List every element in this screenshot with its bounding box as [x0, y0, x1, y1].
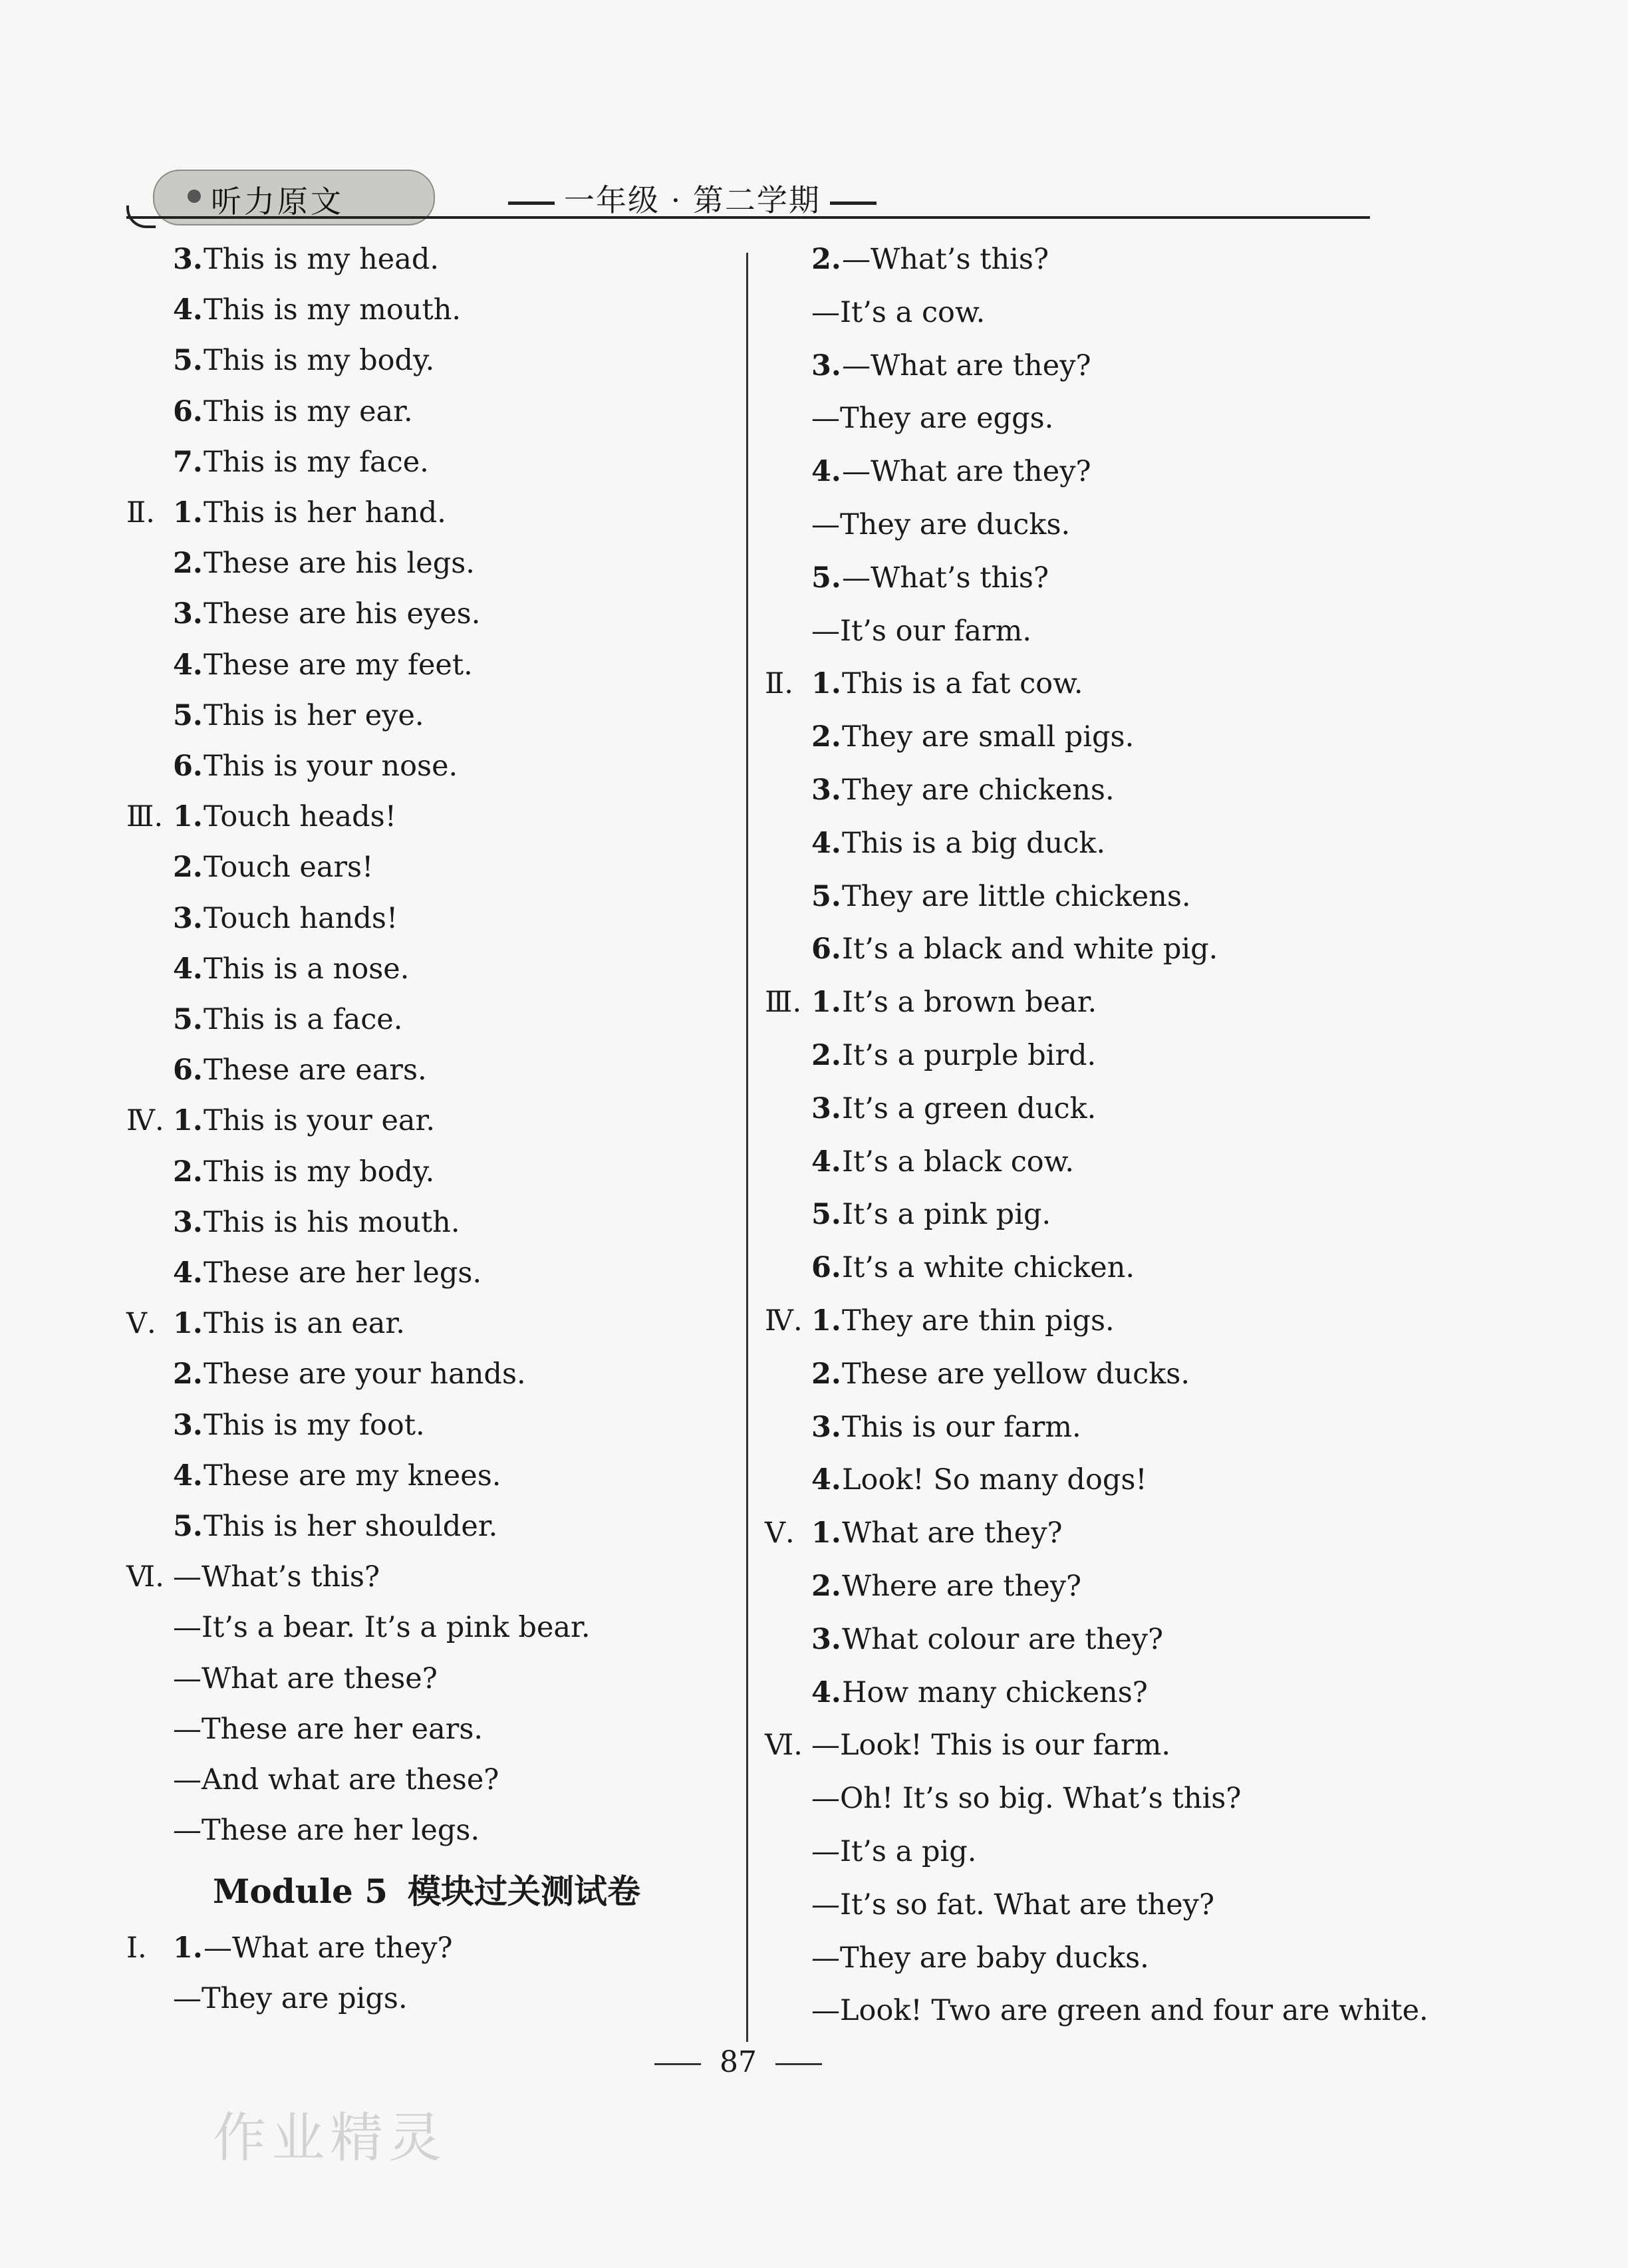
badge-label: 听力原文: [211, 184, 344, 219]
section-label: Ⅲ.: [126, 800, 164, 834]
item-number: 5.: [811, 561, 841, 595]
page-header: [126, 170, 1370, 229]
item-text: —What’s this?: [842, 561, 1049, 595]
section-label: Ⅱ.: [126, 496, 155, 529]
item-text: —What’s this?: [173, 1560, 380, 1594]
item-text: —These are her ears.: [173, 1712, 483, 1746]
item-text: —It’s a bear. It’s a pink bear.: [173, 1611, 591, 1645]
page-dash-left: [654, 2063, 701, 2065]
item-number: 6.: [811, 1251, 841, 1285]
item-number: 3.: [173, 243, 203, 276]
item-number: 4.: [811, 1463, 841, 1497]
item-number: 3.: [173, 597, 203, 631]
item-text: These are yellow ducks.: [842, 1357, 1190, 1391]
item-text: —Look! This is our farm.: [811, 1729, 1171, 1763]
item-text: It’s a black and white pig.: [842, 932, 1218, 966]
item-text: These are my knees.: [204, 1459, 501, 1492]
item-text: This is a face.: [204, 1003, 403, 1036]
item-number: 2.: [811, 1039, 841, 1072]
item-number: 2.: [811, 243, 841, 276]
item-text: This is my ear.: [204, 394, 413, 428]
section-label: Ⅱ.: [765, 667, 793, 701]
item-number: 3.: [811, 1622, 841, 1656]
item-number: 1.: [811, 986, 841, 1020]
item-number: 4.: [811, 1675, 841, 1709]
item-text: Look! So many dogs!: [842, 1463, 1147, 1497]
item-text: These are ears.: [204, 1054, 427, 1087]
item-number: 3.: [811, 1091, 841, 1125]
item-text: Touch hands!: [204, 901, 398, 935]
item-text: It’s a purple bird.: [842, 1039, 1097, 1072]
item-text: This is my face.: [204, 445, 429, 479]
item-number: 3.: [811, 774, 841, 807]
item-text: What are they?: [842, 1516, 1063, 1550]
item-number: 4.: [173, 648, 203, 682]
item-text: Touch heads!: [204, 800, 397, 834]
item-number: 6.: [173, 1054, 203, 1087]
item-number: 5.: [811, 1198, 841, 1232]
item-text: Touch ears!: [204, 851, 374, 885]
item-text: —They are pigs.: [173, 1981, 408, 2015]
item-number: 6.: [173, 394, 203, 428]
section-label: Ⅳ.: [765, 1304, 803, 1338]
item-number: 2.: [173, 1357, 203, 1391]
section-label: Ⅴ.: [126, 1307, 156, 1341]
item-text: They are small pigs.: [842, 720, 1135, 754]
item-number: 1.: [173, 1307, 203, 1341]
item-number: 4.: [811, 826, 841, 860]
item-text: This is my mouth.: [204, 293, 462, 327]
item-text: —And what are these?: [173, 1763, 499, 1796]
item-text: This is our farm.: [842, 1410, 1081, 1444]
item-text: —They are eggs.: [811, 402, 1054, 436]
item-text: These are his legs.: [204, 547, 475, 581]
page-dash-right: [775, 2063, 822, 2065]
grade-term-label: 一年级 · 第二学期: [564, 182, 821, 218]
badge-dot-icon: [188, 190, 201, 203]
item-text: —Look! Two are green and four are white.: [811, 1994, 1428, 2028]
item-number: 3.: [811, 1410, 841, 1444]
item-number: 1.: [811, 667, 841, 701]
page-number: [632, 2045, 845, 2079]
item-text: —Oh! It’s so big. What’s this?: [811, 1782, 1242, 1816]
item-text: It’s a white chicken.: [842, 1251, 1135, 1285]
item-number: 1.: [173, 496, 203, 529]
item-text: How many chickens?: [842, 1675, 1148, 1709]
header-subtitle: [499, 176, 886, 220]
header-dash-right: [830, 202, 877, 205]
item-text: —What are these?: [173, 1661, 438, 1695]
section-label: Ⅵ.: [126, 1560, 164, 1594]
item-number: 1.: [811, 1516, 841, 1550]
section-label: Ⅰ.: [126, 1931, 147, 1965]
item-text: This is her hand.: [204, 496, 446, 529]
item-text: —It’s so fat. What are they?: [811, 1888, 1215, 1921]
item-text: This is my head.: [204, 243, 440, 276]
item-text: These are her legs.: [204, 1256, 482, 1290]
section-label: Ⅲ.: [765, 986, 802, 1020]
page-number-value: 87: [720, 2045, 757, 2079]
item-number: 6.: [173, 750, 203, 783]
module-label: Module 5: [213, 1872, 388, 1912]
item-number: 2.: [811, 1570, 841, 1603]
item-text: This is your nose.: [204, 750, 458, 783]
item-text: This is my foot.: [204, 1408, 425, 1442]
item-text: —They are ducks.: [811, 508, 1071, 541]
item-text: This is her shoulder.: [204, 1510, 498, 1543]
item-number: 5.: [173, 1003, 203, 1036]
item-text: This is my body.: [204, 1155, 435, 1189]
item-text: —It’s our farm.: [811, 614, 1032, 648]
item-text: It’s a brown bear.: [842, 986, 1097, 1020]
item-text: —What are they?: [204, 1931, 453, 1965]
item-text: —What are they?: [842, 349, 1091, 382]
item-text: These are my feet.: [204, 648, 473, 682]
item-number: 1.: [173, 1104, 203, 1138]
item-number: 2.: [173, 1155, 203, 1189]
item-number: 3.: [173, 901, 203, 935]
item-number: 4.: [173, 952, 203, 986]
item-text: This is a fat cow.: [842, 667, 1083, 701]
item-number: 4.: [811, 455, 841, 489]
item-number: 2.: [811, 720, 841, 754]
item-number: 4.: [173, 1459, 203, 1492]
item-number: 4.: [811, 1145, 841, 1179]
item-number: 4.: [173, 1256, 203, 1290]
item-number: 1.: [173, 800, 203, 834]
item-number: 1.: [811, 1304, 841, 1338]
item-number: 2.: [811, 1357, 841, 1391]
section-label: Ⅴ.: [765, 1516, 795, 1550]
item-text: —They are baby ducks.: [811, 1941, 1149, 1975]
module-subtitle: 模块过关测试卷: [408, 1872, 641, 1912]
item-number: 5.: [173, 698, 203, 732]
item-text: —What’s this?: [842, 243, 1049, 276]
item-text: It’s a black cow.: [842, 1145, 1075, 1179]
item-number: 3.: [173, 1205, 203, 1239]
item-text: These are your hands.: [204, 1357, 526, 1391]
section-label: Ⅵ.: [765, 1729, 803, 1763]
watermark: 作业精灵: [213, 2107, 447, 2169]
item-number: 3.: [811, 349, 841, 382]
item-number: 2.: [173, 851, 203, 885]
item-text: —It’s a pig.: [811, 1835, 977, 1868]
item-text: Where are they?: [842, 1570, 1082, 1603]
item-text: This is your ear.: [204, 1104, 436, 1138]
item-text: They are thin pigs.: [842, 1304, 1115, 1338]
item-text: —It’s a cow.: [811, 295, 986, 329]
item-text: They are little chickens.: [842, 879, 1191, 913]
item-number: 4.: [173, 293, 203, 327]
item-text: It’s a pink pig.: [842, 1198, 1051, 1232]
module-title: [213, 1872, 640, 1912]
item-text: It’s a green duck.: [842, 1091, 1097, 1125]
item-number: 2.: [173, 547, 203, 581]
item-number: 7.: [173, 445, 203, 479]
header-rule: [126, 216, 1370, 219]
item-number: 5.: [811, 879, 841, 913]
item-number: 6.: [811, 932, 841, 966]
item-text: —What are they?: [842, 455, 1091, 489]
item-number: 5.: [173, 1510, 203, 1543]
item-text: These are his eyes.: [204, 597, 481, 631]
item-text: This is a nose.: [204, 952, 410, 986]
section-label: Ⅳ.: [126, 1104, 164, 1138]
item-text: This is my body.: [204, 344, 435, 378]
item-text: This is her eye.: [204, 698, 424, 732]
column-divider: [746, 253, 748, 2042]
item-number: 1.: [173, 1931, 203, 1965]
item-text: This is his mouth.: [204, 1205, 460, 1239]
item-number: 5.: [173, 344, 203, 378]
item-text: What colour are they?: [842, 1622, 1164, 1656]
item-text: This is an ear.: [204, 1307, 405, 1341]
header-dash-left: [508, 202, 555, 205]
item-number: 3.: [173, 1408, 203, 1442]
item-text: This is a big duck.: [842, 826, 1106, 860]
item-text: —These are her legs.: [173, 1814, 480, 1848]
item-text: They are chickens.: [842, 774, 1115, 807]
